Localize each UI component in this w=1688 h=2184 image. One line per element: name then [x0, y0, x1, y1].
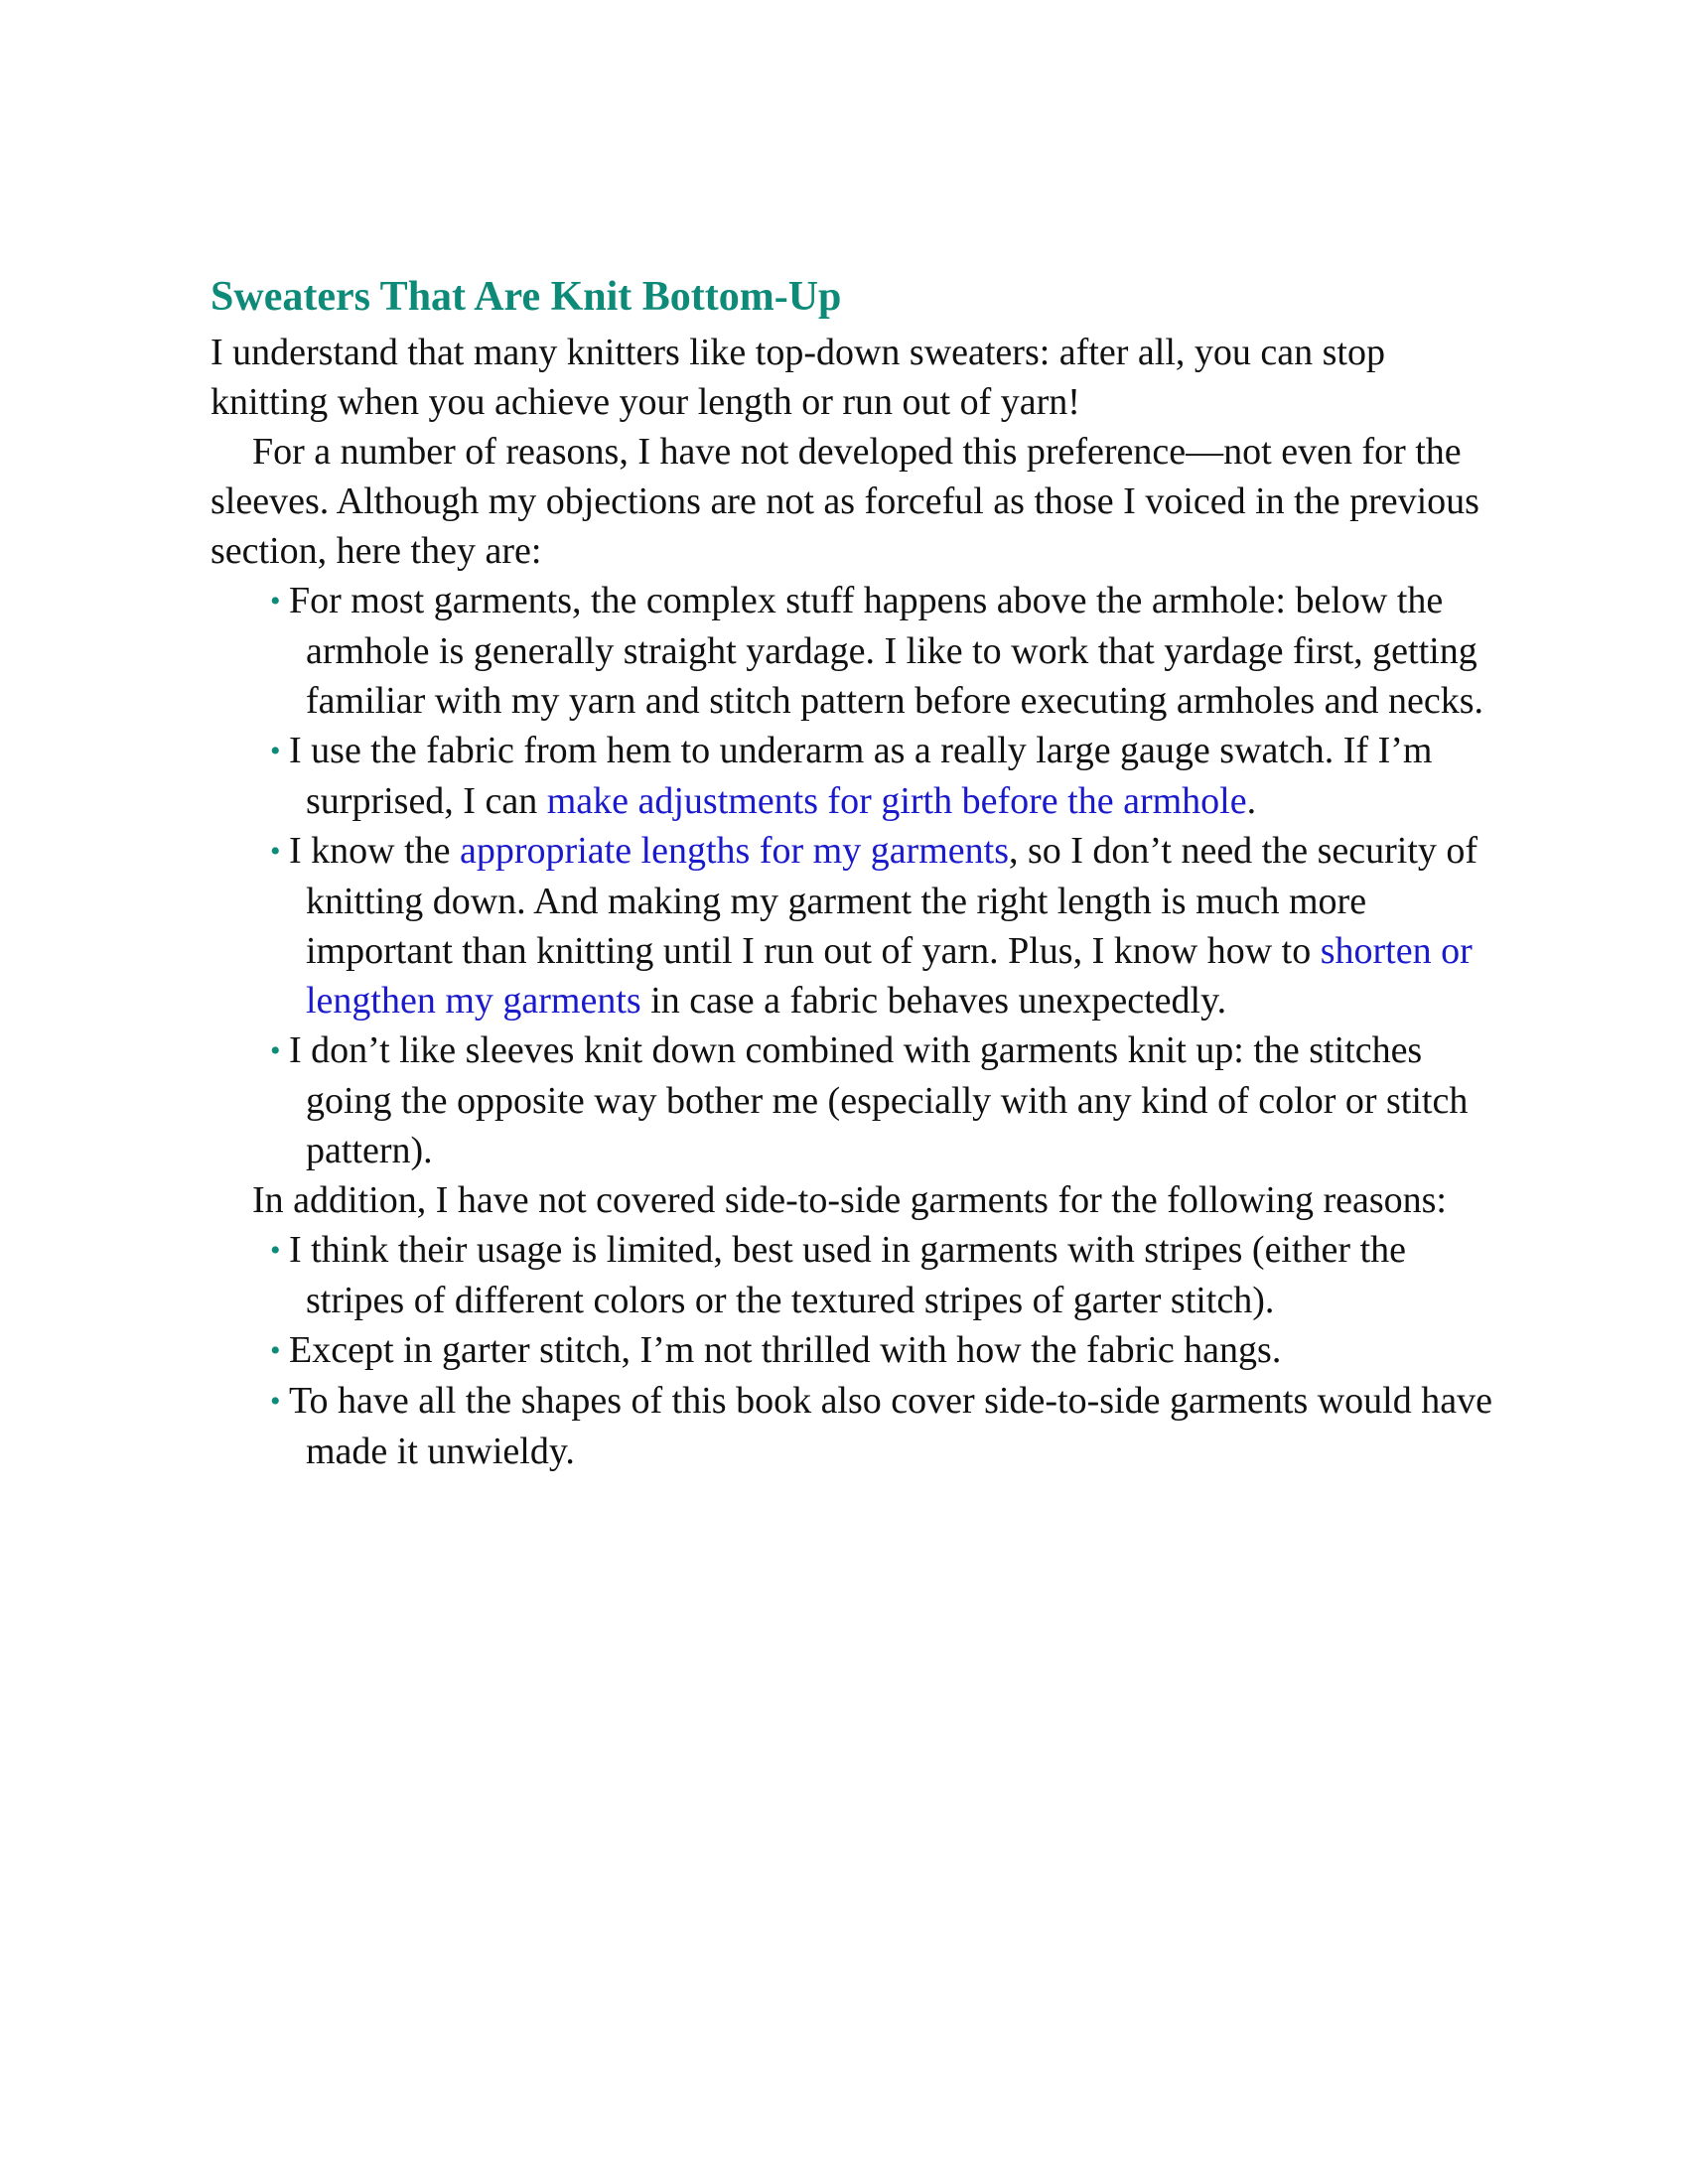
list-item-text: I don’t like sleeves knit down combined with garments knit up: the stitches going the opposite way bother me (especially with any kind of color or stitch pattern).	[289, 1029, 1469, 1171]
reasons-list	[211, 576, 1501, 1175]
list-item-text: I think their usage is limited, best used in garments with stripes (either the stripes of different colors or the textured stripes of garter stitch).	[289, 1229, 1406, 1321]
girth-adjustments-link[interactable]: make adjustments for girth before the armhole	[546, 780, 1247, 822]
bullet-icon: •	[270, 585, 281, 617]
side-to-side-reasons-list	[211, 1225, 1501, 1476]
list-item-text: in case a fabric behaves unexpectedly.	[640, 980, 1227, 1022]
list-item-text: .	[1246, 780, 1257, 822]
list-item-text: Except in garter stitch, I’m not thrilled with how the fabric hangs.	[289, 1329, 1282, 1371]
list-item-text: I know the	[289, 830, 461, 872]
list-item	[211, 1376, 1501, 1476]
list-item-text: To have all the shapes of this book also cover side-to-side garments would have made it unwieldy.	[289, 1380, 1492, 1472]
list-item-text: I use the fabric from hem to underarm as a really large gauge swatch. If I’m surprised, I can	[289, 730, 1433, 822]
reasons-intro-paragraph: For a number of reasons, I have not developed this preference—not even for the sleeves. Although my objections are not as forceful as those I voiced in the previous section, here they are:	[211, 431, 1479, 572]
bullet-icon: •	[270, 1034, 281, 1067]
section-heading: Sweaters That Are Knit Bottom-Up	[211, 274, 842, 320]
bullet-icon: •	[270, 1334, 281, 1367]
list-item	[211, 1325, 1501, 1376]
list-item-text: For most garments, the complex stuff happens above the armhole: below the armhole is generally straight yardage. I like to work that yardage first, getting familiar with my yarn and stitch pattern before executing armholes and necks.	[289, 580, 1484, 722]
list-item	[211, 1225, 1501, 1325]
bullet-icon: •	[270, 1234, 281, 1267]
bullet-icon: •	[270, 1385, 281, 1418]
bullet-icon: •	[270, 835, 281, 868]
list-item	[211, 1025, 1501, 1175]
list-item	[211, 726, 1501, 826]
page-content	[211, 266, 1501, 1476]
list-item-text: , so I don’t need the security of knitting down. And making my garment the right length is much more important than knitting until I run out of yarn. Plus, I know how to	[306, 830, 1478, 972]
side-to-side-intro-paragraph: In addition, I have not covered side-to-side garments for the following reasons:	[252, 1179, 1447, 1221]
shorten-lengthen-link[interactable]: shorten or lengthen my garments	[306, 930, 1473, 1022]
bullet-icon: •	[270, 735, 281, 767]
intro-paragraph: I understand that many knitters like top-down sweaters: after all, you can stop knitting when you achieve your length or run out of yarn!	[211, 332, 1385, 423]
list-item	[211, 576, 1501, 726]
list-item	[211, 826, 1501, 1025]
appropriate-lengths-link[interactable]: appropriate lengths for my garments	[460, 830, 1009, 872]
